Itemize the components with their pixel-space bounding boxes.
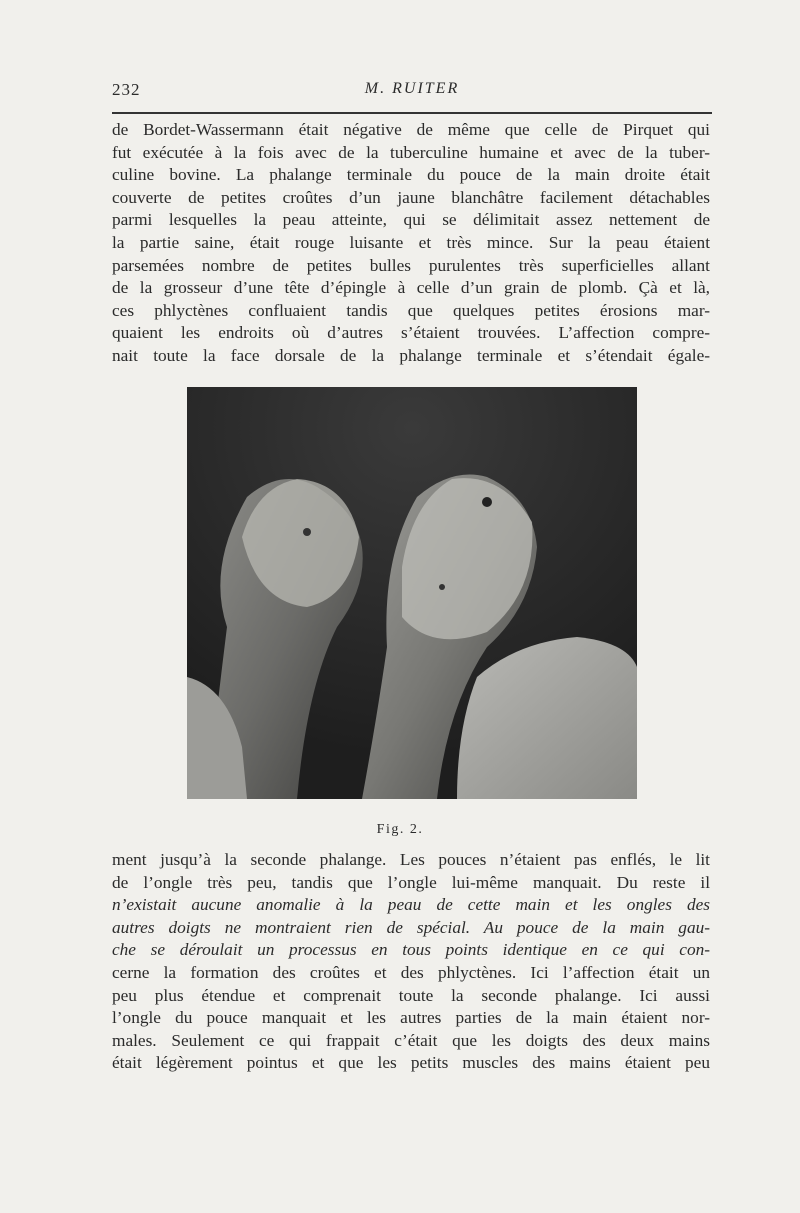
text-line: fut exécutée à la fois avec de la tuberculine humaine et avec de la tuber- — [112, 142, 710, 162]
text-line: culine bovine. La phalange terminale du pouce de la main droite était — [112, 165, 710, 185]
text-line: était légèrement pointus et que les petits muscles des mains étaient peu — [112, 1053, 710, 1073]
text-line: de l’ongle très peu, tandis que l’ongle lui-même manquait. Du reste il — [112, 872, 710, 892]
text-line: ment jusqu’à la seconde phalange. Les pouces n’étaient pas enflés, le lit — [112, 850, 710, 869]
running-title: M. RUITER — [364, 80, 460, 97]
paragraph-top — [112, 119, 710, 368]
page-header — [112, 80, 712, 106]
text-line: parsemées nombre de petites bulles purulentes très superficielles allant — [112, 255, 710, 275]
text-line: de Bordet-Wassermann était négative de même que celle de Pirquet qui — [112, 120, 710, 139]
figure-photograph — [187, 387, 637, 799]
text-line: nait toute la face dorsale de la phalange terminale et s’étendait égale- — [112, 345, 710, 365]
text-line: n’existait aucune anomalie à la peau de cette main et les ongles des — [112, 895, 710, 915]
page-number: 232 — [112, 80, 141, 99]
header-rule — [112, 112, 712, 114]
text-line: de la grosseur d’une tête d’épingle à celle d’un grain de plomb. Çà et là, — [112, 278, 710, 298]
text-line: autres doigts ne montraient rien de spécial. Au pouce de la main gau- — [112, 917, 710, 937]
text-line: peu plus étendue et comprenait toute la seconde phalange. Ici aussi — [112, 985, 710, 1005]
text-line: che se déroulait un processus en tous points identique en ce qui con- — [112, 940, 710, 960]
erosion-spot — [482, 497, 492, 507]
text-line: cerne la formation des croûtes et des phlyctènes. Ici l’affection était un — [112, 962, 710, 982]
paragraph-bottom — [112, 849, 710, 1075]
text-line: quaient les endroits où d’autres s’étaient trouvées. L’affection compre- — [112, 323, 710, 343]
erosion-spot — [439, 584, 445, 590]
figure-caption: Fig. 2. — [376, 822, 424, 837]
text-line: males. Seulement ce qui frappait c’était que les doigts des deux mains — [112, 1030, 710, 1050]
erosion-spot — [303, 528, 311, 536]
text-line: couverte de petites croûtes d’un jaune blanchâtre facilement détachables — [112, 187, 710, 207]
text-line: l’ongle du pouce manquait et les autres parties de la main étaient nor- — [112, 1008, 710, 1028]
text-line: ces phlyctènes confluaient tandis que quelques petites érosions mar- — [112, 300, 710, 320]
thumbs-photo — [187, 387, 637, 799]
text-line: parmi lesquelles la peau atteinte, qui se délimitait assez nettement de — [112, 210, 710, 230]
text-line: la partie saine, était rouge luisante et très mince. Sur la peau étaient — [112, 232, 710, 252]
